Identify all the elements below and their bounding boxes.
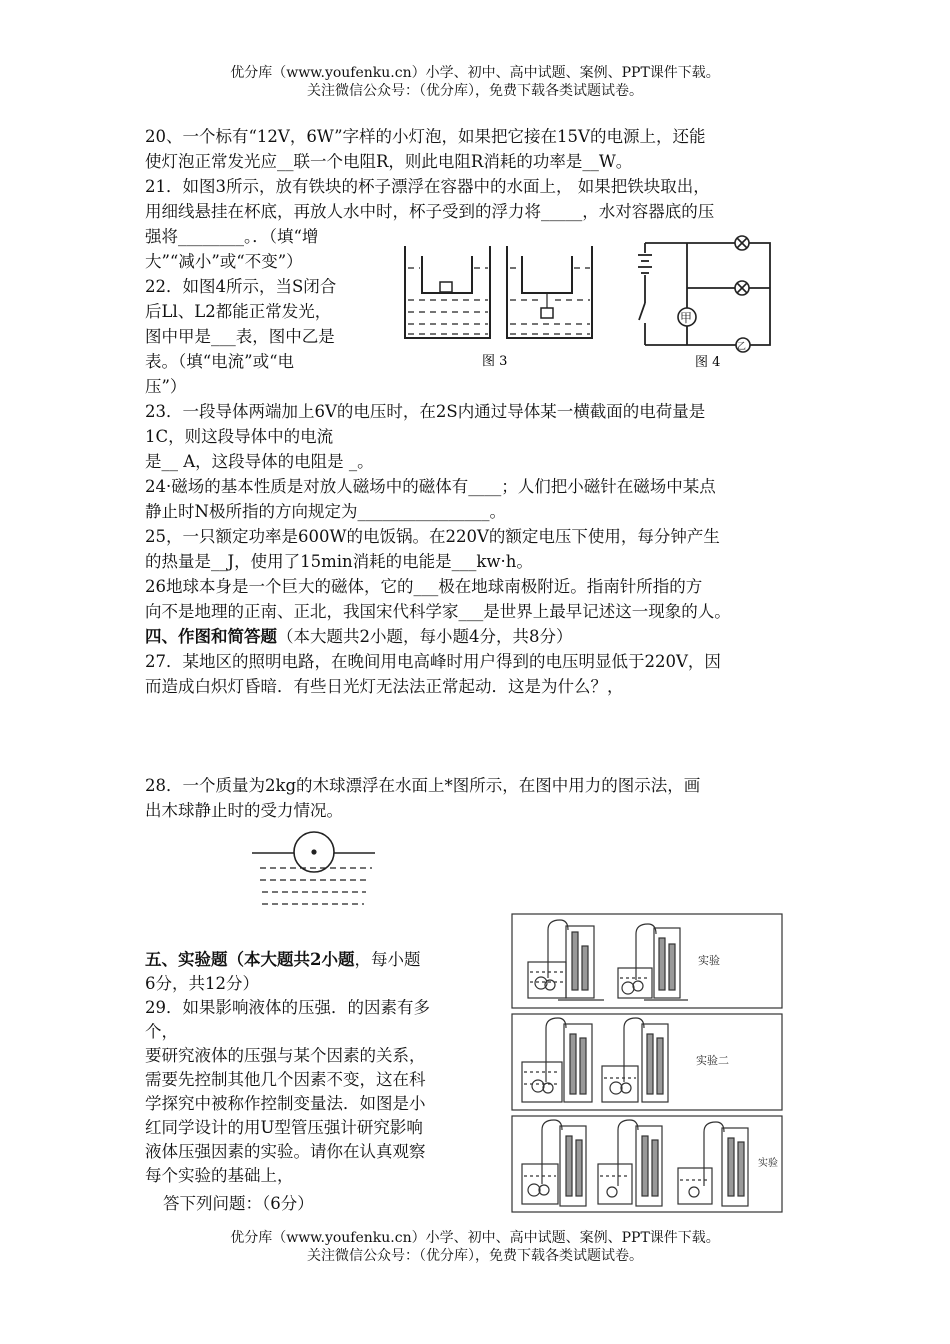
section-5-heading	[145, 950, 420, 970]
q29-line-2: 个，	[145, 1022, 178, 1041]
q29-line-1: 29．如果影响液体的压强．的因素有多	[145, 998, 430, 1017]
q21-line-1: 21．如图3所示，放有铁块的杯子漂浮在容器中的水面上， 如果把铁块取出，	[145, 177, 710, 196]
header-line-1: 优分库（www.youfenku.cn）小学、初中、高中试题、案例、PPT课件下载。	[230, 65, 720, 81]
q29-line-7: 液体压强因素的实验。请你在认真观察	[145, 1142, 426, 1161]
q22-line-4: 表。（填“电流”或“电	[145, 352, 295, 371]
figure-4	[625, 228, 785, 376]
q29-line-6: 红同学设计的用U型管压强计研究影响	[145, 1118, 423, 1137]
section-5-title-tail: ，每小题	[354, 950, 421, 969]
apparatus-3b	[598, 1120, 662, 1206]
meter-yi-label: 乙	[737, 342, 747, 352]
q24-line-2: 静止时N极所指的方向规定为________________。	[145, 502, 506, 521]
q28-line-2: 出木球静止时的受力情况。	[145, 801, 343, 820]
q22-line-1: 22．如图4所示，当S闭合	[145, 277, 337, 296]
q25-line-1: 25，一只额定功率是600W的电饭锅。在220V的额定电压下使用，每分钟产生	[145, 527, 720, 546]
figure-3-caption: 图 3	[482, 354, 508, 369]
q26-line-2: 向不是地理的正南、正北，我国宋代科学家___是世界上最早记述这一现象的人。	[145, 602, 731, 621]
q20-line-1: 20、一个标有“12V，6W”字样的小灯泡，如果把它接在15V的电源上，还能	[145, 127, 706, 146]
section-4-note: （本大题共2小题，每小题4分，共8分）	[277, 627, 573, 646]
experiment-figure	[508, 910, 788, 1215]
section-5-line-2: 6分，共12分）	[145, 974, 259, 993]
section-5-title: 五、实验题（本大题共2小题	[145, 950, 355, 969]
q27-line-1: 27．某地区的照明电路，在晚间用电高峰时用户得到的电压明显低于220V，因	[145, 652, 721, 671]
q29-line-9: 答下列问题：（6分）	[163, 1194, 314, 1213]
apparatus-3a	[522, 1120, 586, 1206]
floating-ball-figure	[250, 828, 380, 910]
experiment-label-3: 实验	[758, 1158, 778, 1169]
q21-line-3: 强将________。．（填“增	[145, 227, 319, 246]
q24-line-1: 24·磁场的基本性质是对放人磁场中的磁体有____；人们把小磁针在磁场中某点	[145, 477, 716, 496]
q20-line-2: 使灯泡正常发光应__联一个电阻R，则此电阻R消耗的功率是__W。	[145, 152, 633, 171]
figure-4-caption: 图 4	[695, 355, 721, 370]
q21-line-2: 用细线悬挂在杯底，再放人水中时，杯子受到的浮力将_____，水对容器底的压	[145, 202, 715, 221]
container-2	[507, 246, 592, 338]
container-1	[405, 246, 490, 338]
experiment-panel-1	[512, 914, 782, 1008]
apparatus-1b	[618, 924, 688, 1000]
apparatus-2a	[522, 1018, 592, 1102]
experiment-label-1: 实验	[698, 954, 720, 967]
q27-line-2: 而造成白炽灯昏暗．有些日光灯无法法正常起动．这是为什么？，	[145, 677, 624, 696]
q25-line-2: 的热量是__J，使用了15min消耗的电能是___kw·h。	[145, 552, 533, 571]
section-4-heading	[145, 627, 573, 647]
q22-line-2: 后Ll、L2都能正常发光，	[145, 302, 332, 321]
q23-line-1: 23．一段导体两端加上6V的电压时，在2S内通过导体某一横截面的电荷量是	[145, 402, 706, 421]
footer-line-2: 关注微信公众号：（优分库），免费下载各类试题试卷。	[307, 1248, 643, 1264]
apparatus-3c	[678, 1122, 748, 1206]
q23-line-2: 1C，则这段导体中的电流	[145, 427, 334, 446]
section-4-title: 四、作图和简答题	[145, 627, 277, 646]
q29-line-3: 要研究液体的压强与某个因素的关系，	[145, 1046, 426, 1065]
q26-line-1: 26地球本身是一个巨大的磁体，它的___极在地球南极附近。指南针所指的方	[145, 577, 703, 596]
footer-line-1: 优分库（www.youfenku.cn）小学、初中、高中试题、案例、PPT课件下载。	[230, 1230, 720, 1246]
meter-jia-label: 甲	[680, 311, 693, 325]
q22-line-5: 压”）	[145, 377, 187, 396]
apparatus-1a	[528, 920, 604, 1000]
q23-line-3: 是__ A，这段导体的电阻是 _。	[145, 452, 374, 471]
header-line-2: 关注微信公众号：（优分库），免费下载各类试题试卷。	[307, 83, 643, 99]
lamp-l2	[735, 281, 749, 295]
q22-line-3: 图中甲是___表，图中乙是	[145, 327, 335, 346]
apparatus-2b	[602, 1018, 668, 1102]
lamp-l1	[735, 236, 749, 250]
q21-line-4: 大”“减小”或“不变”）	[145, 252, 303, 271]
figure-3	[400, 238, 600, 373]
q28-line-1: 28．一个质量为2kg的木球漂浮在水面上*图所示，在图中用力的图示法，画	[145, 776, 701, 795]
q29-line-4: 需要先控制其他几个因素不变，这在科	[145, 1070, 426, 1089]
q29-line-5: 学探究中被称作控制变量法．如图是小	[145, 1094, 426, 1113]
experiment-label-2: 实验二	[696, 1054, 729, 1067]
q29-line-8: 每个实验的基础上，	[145, 1166, 294, 1185]
